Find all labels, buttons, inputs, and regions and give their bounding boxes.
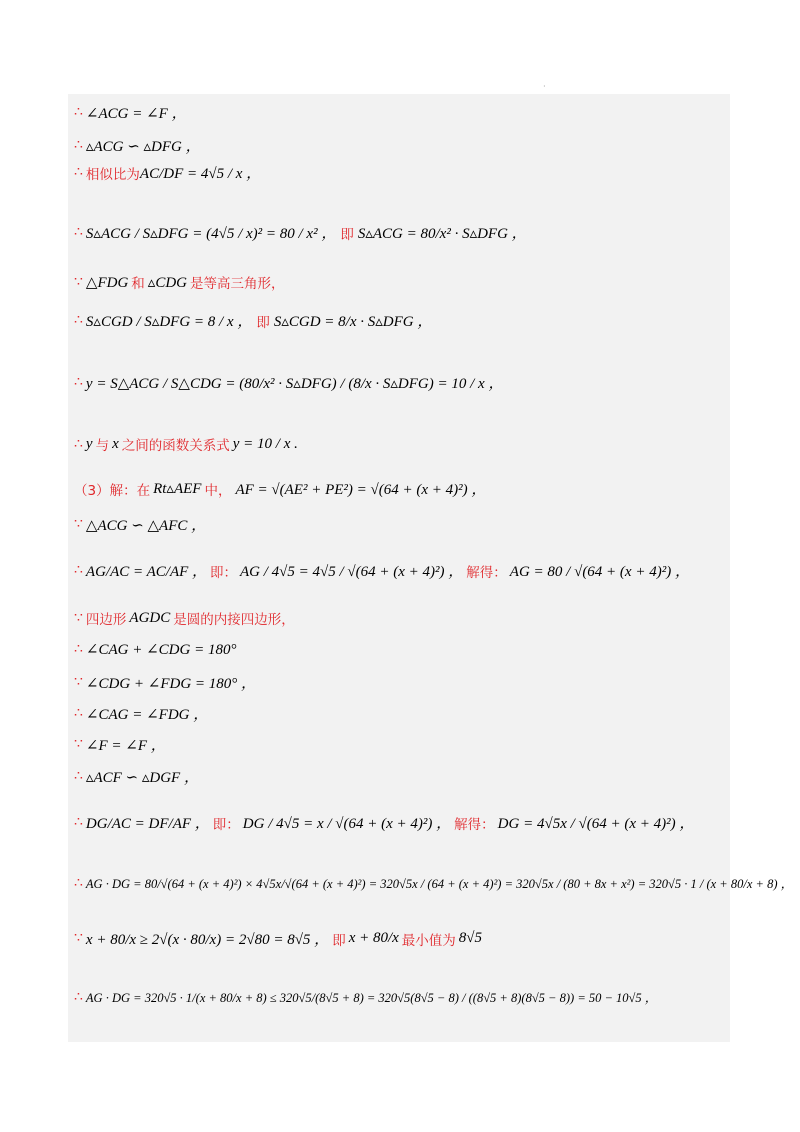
therefore-symbol: ∴: [74, 138, 83, 153]
chinese-text: 之间的函数关系式: [121, 438, 230, 454]
because-symbol: ∵: [74, 610, 83, 626]
chinese-text: 即: [340, 226, 354, 243]
therefore-symbol: ∴: [74, 563, 83, 578]
line-18: [74, 874, 793, 892]
therefore-symbol: ∴: [74, 769, 83, 784]
chinese-text: 即: [256, 314, 270, 331]
chinese-text: 解得：: [466, 564, 507, 581]
math-expression: S▵ACG = 80/x² · S▵DFG ，: [357, 226, 527, 242]
chinese-text: 四边形: [85, 612, 127, 628]
math-expression: AG / 4√5 = 4√5 / √(64 + (x + 4)²) ，: [240, 564, 464, 580]
chinese-text: 与: [95, 438, 110, 454]
math-expression: x + 80/x: [348, 930, 399, 946]
math-expression: △ACG ∽ △AFC ，: [85, 518, 207, 534]
therefore-symbol: ∴: [74, 105, 83, 120]
therefore-symbol: ∴: [74, 815, 83, 830]
therefore-symbol: ∴: [74, 165, 83, 180]
line-2: [74, 162, 261, 183]
math-expression: S▵ACG / S▵DFG = (4√5 / x)² = 80 / x² ，: [85, 226, 337, 242]
math-expression: y = 10 / x .: [232, 435, 298, 452]
line-5: [74, 310, 432, 331]
math-expression: AG · DG = 80/√(64 + (x + 4)²) × 4√5x/√(64 + (x + 4)²) = 320√5x / (64 + (x + 4)²) = 320√5x / (80 + 8x + x²) = 320√5 · 1 / (x + 80/x + 8) ，: [85, 877, 794, 891]
chinese-text: 即：: [212, 816, 240, 833]
therefore-symbol: ∴: [74, 375, 83, 390]
math-expression: DG / 4√5 = x / √(64 + (x + 4)²) ，: [242, 816, 452, 832]
line-0: [74, 102, 187, 123]
line-8: [74, 478, 486, 499]
chinese-text: 和: [131, 276, 145, 292]
chinese-text: （3）解：在: [74, 482, 151, 499]
because-symbol: ∵: [74, 517, 83, 532]
therefore-symbol: ∴: [74, 313, 83, 328]
line-15: [74, 734, 166, 755]
line-10: [74, 560, 690, 581]
line-6: [74, 372, 503, 393]
chinese-text: 中，: [204, 482, 232, 499]
line-9: [74, 514, 206, 535]
therefore-symbol: ∴: [74, 642, 83, 657]
math-expression: ∠CAG = ∠FDG ，: [85, 707, 209, 723]
math-expression: DG/AC = DF/AF ，: [85, 816, 210, 832]
line-3: [74, 222, 527, 243]
line-20: [74, 988, 657, 1006]
chinese-text: 是圆的内接四边形，: [173, 612, 295, 628]
math-expression: S▵CGD / S▵DFG = 8 / x ，: [85, 314, 253, 330]
math-expression: AG = 80 / √(64 + (x + 4)²) ，: [509, 564, 690, 580]
therefore-symbol: ∴: [74, 706, 83, 721]
line-7: [74, 434, 298, 454]
chinese-text: 即：: [210, 564, 238, 581]
math-expression: AF = √(AE² + PE²) = √(64 + (x + 4)²) ，: [235, 482, 487, 498]
because-symbol: ∵: [74, 675, 83, 690]
math-expression: Rt▵AEF: [153, 481, 202, 497]
chinese-text: 是等高三角形，: [190, 276, 285, 292]
math-expression: x: [112, 435, 119, 452]
line-19: [74, 928, 482, 949]
math-expression: △FDG: [85, 274, 129, 291]
line-1: [74, 135, 201, 156]
page-mark: ·: [543, 82, 546, 91]
chinese-text: 相似比为: [85, 166, 140, 183]
therefore-symbol: ∴: [74, 436, 83, 452]
math-expression: AG/AC = AC/AF ，: [85, 564, 208, 580]
line-17: [74, 812, 694, 833]
math-expression: 8√5: [458, 930, 483, 946]
line-12: [74, 640, 236, 659]
math-expression: S▵CGD = 8/x · S▵DFG ，: [273, 314, 433, 330]
math-expression: AC/DF = 4√5 / x ，: [139, 166, 262, 182]
line-4: [74, 272, 285, 292]
line-13: [74, 672, 256, 693]
math-expression: AGDC: [129, 609, 171, 626]
line-14: [74, 703, 208, 724]
therefore-symbol: ∴: [74, 875, 83, 891]
therefore-symbol: ∴: [74, 225, 83, 240]
math-expression: ▵ACG ∽ ▵DFG ，: [85, 139, 201, 155]
line-11: [74, 608, 295, 628]
because-symbol: ∵: [74, 931, 83, 946]
math-expression: DG = 4√5x / √(64 + (x + 4)²) ，: [497, 816, 695, 832]
math-expression: ▵ACF ∽ ▵DGF ，: [85, 770, 199, 786]
chinese-text: 最小值为: [401, 932, 456, 949]
because-symbol: ∵: [74, 737, 83, 752]
math-expression: x + 80/x ≥ 2√(x · 80/x) = 2√80 = 8√5 ，: [85, 932, 330, 948]
because-symbol: ∵: [74, 274, 83, 290]
chinese-text: 即: [332, 932, 346, 949]
math-expression: ▵CDG: [147, 274, 187, 291]
math-expression: y = S△ACG / S△CDG = (80/x² · S▵DFG) / (8/x · S▵DFG) = 10 / x ，: [85, 376, 504, 392]
math-expression: ∠CDG + ∠FDG = 180° ，: [85, 676, 257, 692]
math-expression: y: [85, 435, 93, 452]
math-expression: ∠CAG + ∠CDG = 180°: [85, 642, 237, 658]
math-expression: AG · DG = 320√5 · 1/(x + 80/x + 8) ≤ 320√5/(8√5 + 8) = 320√5(8√5 − 8) / ((8√5 + 8)(8√5 − 8)) = 50 − 10√5 ，: [85, 991, 658, 1005]
chinese-text: 解得：: [454, 816, 495, 833]
therefore-symbol: ∴: [74, 989, 83, 1005]
math-expression: ∠ACG = ∠F ，: [85, 106, 187, 122]
line-16: [74, 766, 199, 787]
math-expression: ∠F = ∠F ，: [85, 738, 166, 754]
